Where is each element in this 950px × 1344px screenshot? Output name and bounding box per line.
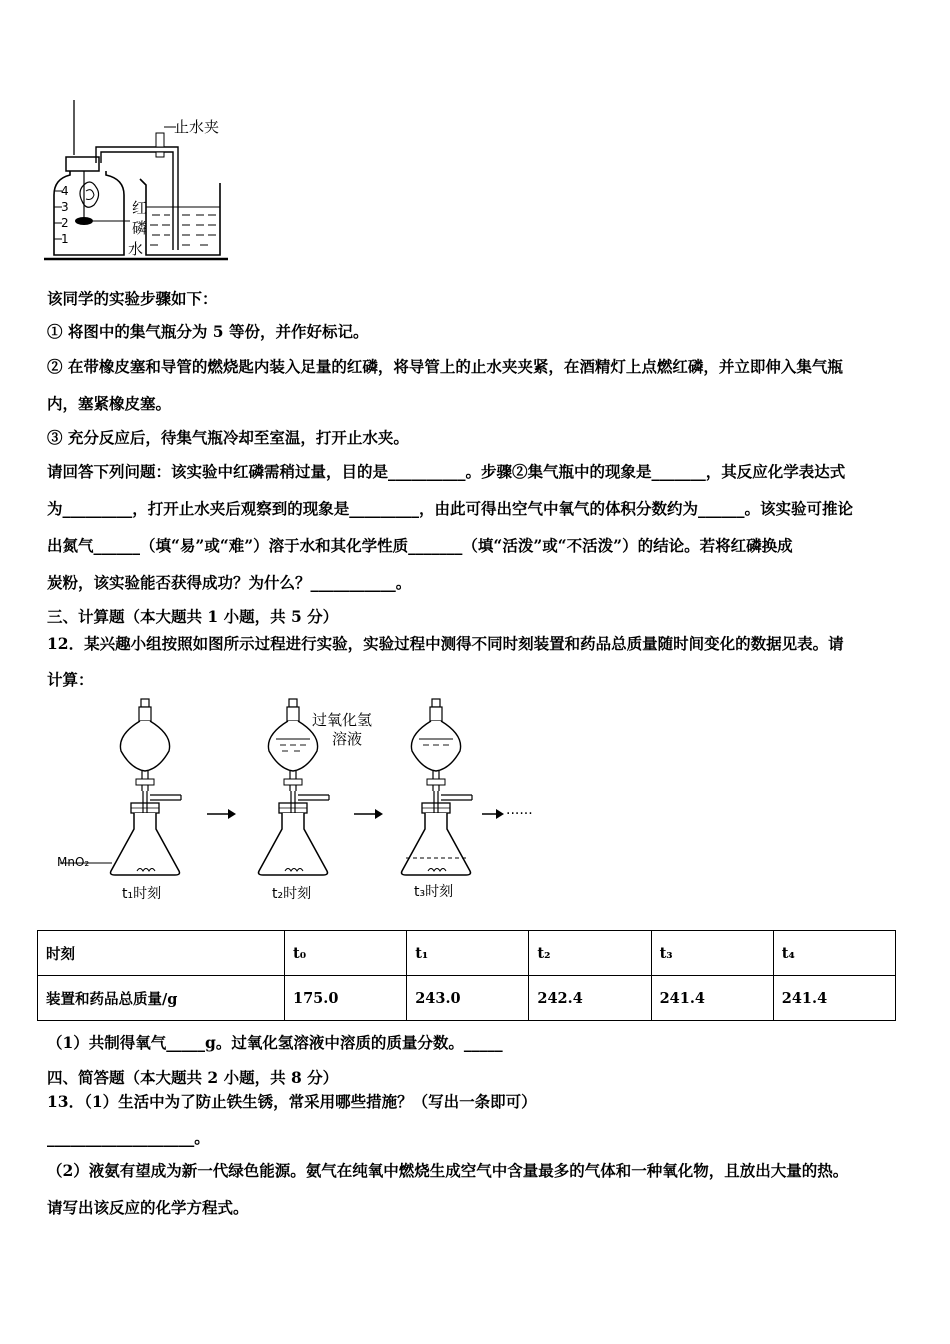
oxygen-generation-figure	[50, 695, 570, 910]
t1-label: t₁时刻	[122, 886, 162, 902]
q11-step3: ③ 充分反应后，待集气瓶冷却至室温，打开止水夹。	[47, 428, 409, 447]
mass-t2: 242.4	[529, 976, 651, 1021]
q12-text-a: 12．某兴趣小组按照如图所示过程进行实验，实验过程中测得不同时刻装置和药品总质量随时间变化的数据见表。请	[47, 634, 844, 653]
red-label-1: 红	[132, 199, 148, 217]
clamp-label: 止水夹	[174, 118, 220, 136]
mass-table	[37, 930, 896, 1021]
q11-ask3: 出氮气______（填“易”或“难”）溶于水和其化学性质_______（填“活泼”或“不活泼”）的结论。若将红磷换成	[47, 536, 793, 555]
q11-ask1: 请回答下列问题：该实验中红磷需稍过量，目的是__________。步骤②集气瓶中的现象是_______，其反应化学表达式	[47, 462, 846, 481]
q11-step1: ① 将图中的集气瓶分为 5 等份，并作好标记。	[47, 322, 369, 341]
red-label-2: 磷	[132, 219, 148, 237]
time-t1: t₁	[407, 931, 529, 976]
time-t3: t₃	[651, 931, 773, 976]
table-row	[38, 931, 896, 976]
q13-blank: ___________________。	[47, 1128, 210, 1147]
q11-ask2: 为_________，打开止水夹后观察到的现象是_________，由此可得出空气中氧气的体积分数约为______。该实验可推论	[47, 499, 854, 518]
time-t0: t₀	[285, 931, 407, 976]
section3-heading: 三、计算题（本大题共 1 小题，共 5 分）	[47, 607, 339, 626]
water-label: 水	[128, 240, 144, 258]
time-t4: t₄	[773, 931, 895, 976]
mark-4: 4	[61, 184, 69, 198]
q12-sub1: （1）共制得氧气_____g。过氧化氢溶液中溶质的质量分数。_____	[47, 1033, 503, 1052]
mark-1: 1	[61, 232, 69, 246]
row1-header: 时刻	[38, 931, 285, 976]
q11-ask4: 炭粉，该实验能否获得成功？为什么？___________。	[47, 573, 412, 592]
mass-t4: 241.4	[773, 976, 895, 1021]
q13-part2a: （2）液氨有望成为新一代绿色能源。氨气在纯氧中燃烧生成空气中含量最多的气体和一种氧化物，且放出大量的热。	[47, 1161, 849, 1180]
q11-step2a: ② 在带橡皮塞和导管的燃烧匙内装入足量的红磷，将导管上的止水夹夹紧，在酒精灯上点燃红磷，并立即伸入集气瓶	[47, 357, 843, 376]
row2-header: 装置和药品总质量/g	[38, 976, 285, 1021]
table-row	[38, 976, 896, 1021]
mass-t0: 175.0	[285, 976, 407, 1021]
mark-2: 2	[61, 216, 69, 230]
phosphorus-apparatus-figure	[40, 95, 250, 270]
q11-intro: 该同学的实验步骤如下：	[47, 289, 218, 308]
section4-heading: 四、简答题（本大题共 2 小题，共 8 分）	[47, 1068, 339, 1087]
h2o2-label-1: 过氧化氢	[312, 711, 373, 729]
q11-step2b: 内，塞紧橡皮塞。	[47, 394, 172, 413]
time-t2: t₂	[529, 931, 651, 976]
mass-t3: 241.4	[651, 976, 773, 1021]
q13-part2b: 请写出该反应的化学方程式。	[47, 1198, 249, 1217]
mass-t1: 243.0	[407, 976, 529, 1021]
q12-text-b: 计算：	[47, 670, 94, 689]
h2o2-label-2: 溶液	[332, 730, 363, 748]
mark-3: 3	[61, 200, 69, 214]
mno2-label: MnO₂	[57, 855, 90, 869]
t2-label: t₂时刻	[272, 886, 312, 902]
q13-part1: 13．（1）生活中为了防止铁生锈，常采用哪些措施？（写出一条即可）	[47, 1092, 537, 1111]
t3-label: t₃时刻	[414, 884, 454, 900]
ellipsis: ······	[506, 806, 533, 822]
